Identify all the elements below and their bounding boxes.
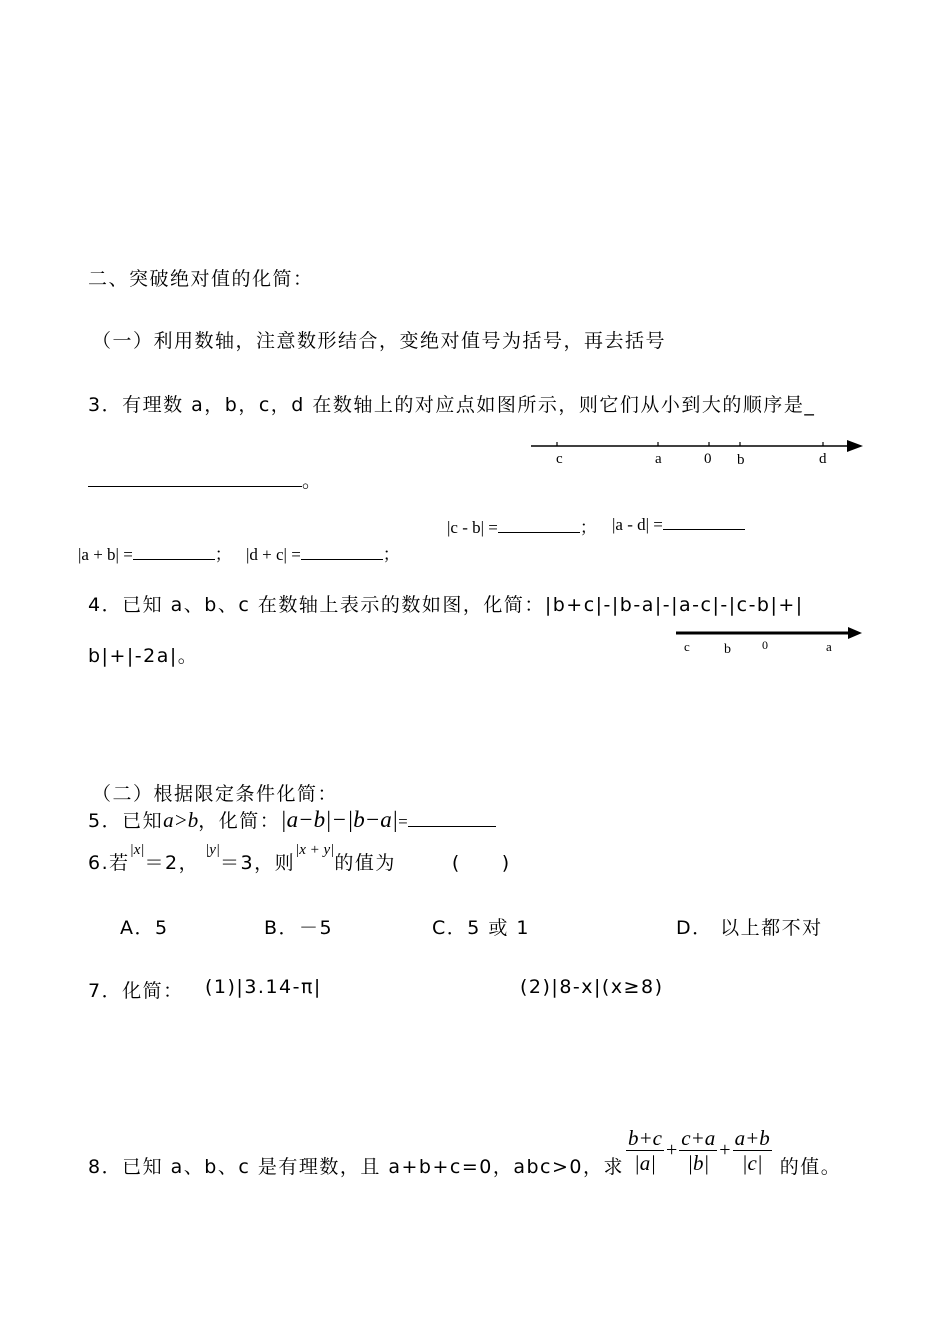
option-a[interactable]: A．5 [120, 917, 169, 939]
axis4-label-a: a [826, 639, 832, 654]
axis-label-b: b [737, 452, 745, 468]
number-line-q4 [672, 624, 867, 642]
fraction-2: $\frac{c+a}{|b|}$ [681, 1126, 716, 1175]
question-4-text-cont: b|+|-2a|。 [88, 645, 199, 667]
question-7-part2: (2)|8-x|(x≥8) [520, 976, 664, 998]
option-c[interactable]: C．5 或 1 [432, 917, 531, 939]
section-title: 二、突破绝对值的化简： [88, 268, 314, 290]
answer-paren-q6[interactable]: ( ) [451, 852, 511, 874]
question-6: 6.若 |x| ＝2， |y| ＝3，则 |x + y| 的值为 ( ) [88, 842, 511, 874]
axis4-label-0: 0 [762, 638, 768, 652]
part1-title: （一）利用数轴，注意数形结合，变绝对值号为括号，再去括号 [92, 330, 667, 352]
axis4-label-b: b [724, 642, 731, 657]
question-5: 5．已知 a>b ，化简： |a−b|−|b−a| = [88, 806, 496, 833]
expr-c-minus-b: |c - b| = ； [447, 518, 597, 537]
question-7-part1: (1)|3.14-π| [205, 976, 322, 998]
option-b[interactable]: B．－5 [264, 917, 334, 939]
condition-a-gt-b: a>b [163, 808, 199, 832]
answer-blank-a-b[interactable] [133, 543, 215, 560]
axis-label-a: a [655, 451, 662, 467]
axis-label-0: 0 [704, 451, 712, 467]
fraction-3: $\frac{a+b}{|c|}$ [734, 1126, 770, 1175]
question-4-text: 4．已知 a、b、c 在数轴上表示的数如图，化简：|b+c|-|b-a|-|a-c|-|c-b|+| [88, 594, 804, 616]
expr-a-minus-d: |a - d| = [612, 513, 745, 535]
fraction-1: $\frac{b+c}{|a|}$ [628, 1126, 663, 1175]
question-8: 8．已知 a、b、c 是有理数，且 a+b+c=0，abc>0，求 $\frac{b+c}{|a|}$ + $\frac{c+a}{|b|}$ + $\frac{a+b}{|c|}$ 的值。 [88, 1126, 842, 1178]
expr-d-plus-c: |d + c| = ； [246, 545, 400, 564]
axis-label-c: c [556, 451, 563, 467]
answer-blank-order[interactable]: 。 [88, 466, 323, 493]
expr-a-plus-b: |a + b| = ； [78, 545, 232, 564]
expr-abs-diff: |a−b|−|b−a| [280, 807, 399, 832]
part2-title: （二）根据限定条件化简： [92, 783, 339, 805]
axis-label-d: d [819, 451, 827, 467]
answer-blank-c-b[interactable] [498, 516, 580, 533]
option-d[interactable]: D． 以上都不对 [676, 917, 823, 939]
answer-blank-d-c[interactable] [301, 543, 383, 560]
question-7-title: 7．化简： [88, 980, 184, 1002]
answer-blank-q5[interactable] [408, 810, 496, 827]
answer-blank-a-d[interactable] [663, 513, 745, 530]
axis4-label-c: c [684, 639, 690, 654]
question-3-text: 3．有理数 a，b，c，d 在数轴上的对应点如图所示，则它们从小到大的顺序是_ [88, 394, 816, 416]
